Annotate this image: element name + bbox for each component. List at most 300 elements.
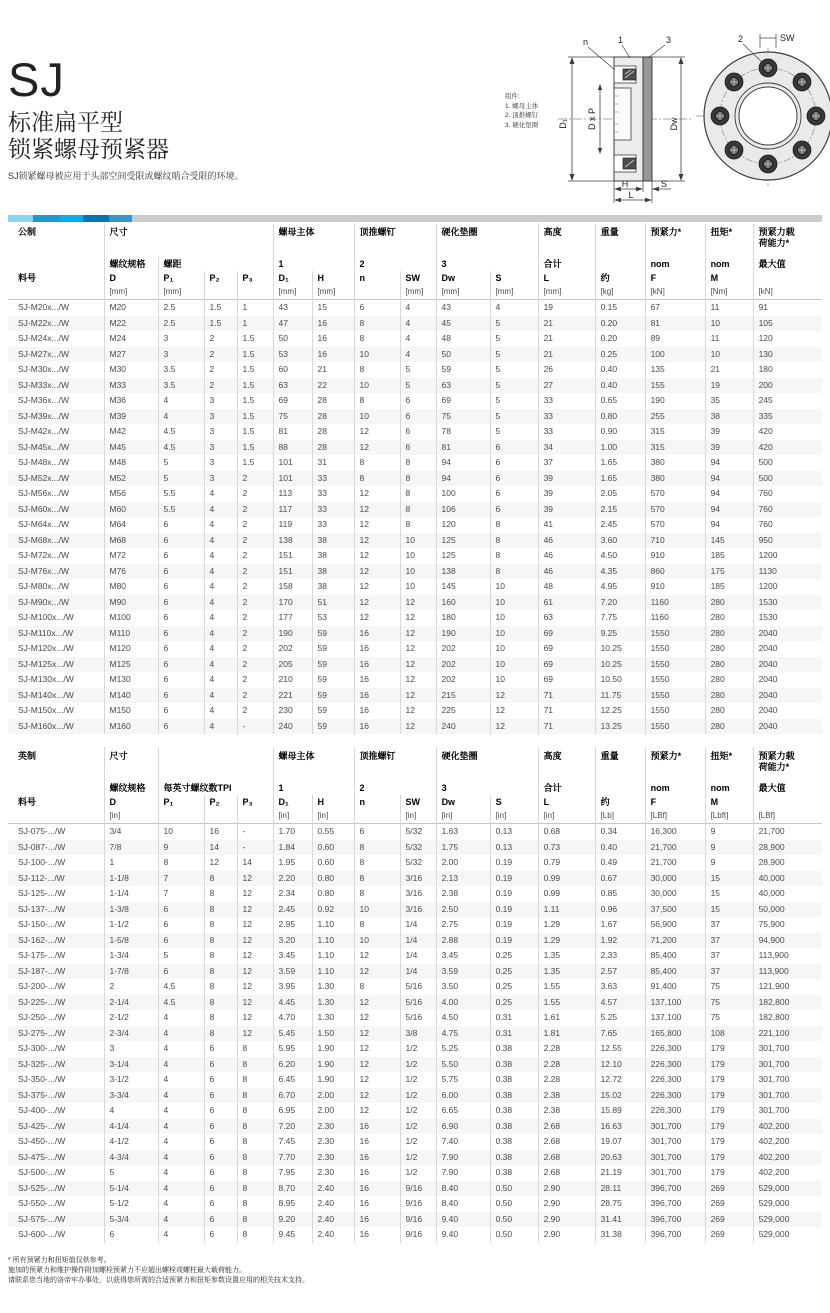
dim-dw-label: Dw: [669, 117, 679, 131]
part-number-cell: SJ-375-.../W: [18, 1089, 66, 1100]
value-cell: 5/16: [400, 1010, 436, 1026]
value-cell: M80: [104, 579, 158, 595]
value-cell: 12: [490, 703, 538, 719]
page-title: SJ: [8, 53, 65, 106]
value-cell: 280: [705, 672, 753, 688]
value-cell: 180: [753, 362, 822, 378]
value-cell: 105: [753, 316, 822, 332]
value-cell: 12: [354, 486, 400, 502]
table-row: [8, 1072, 822, 1088]
dim-d1-label: D₁: [558, 119, 568, 129]
value-cell: 4: [204, 517, 237, 533]
value-cell: 2.30: [312, 1134, 354, 1150]
value-cell: 2: [237, 672, 273, 688]
value-cell: 37,500: [645, 902, 705, 918]
value-cell: 12: [237, 1026, 273, 1042]
th-nut-body: 螺母主体: [273, 747, 354, 781]
part-number-cell: SJ-M130x.../W: [18, 674, 74, 684]
value-cell: 2040: [753, 657, 822, 673]
value-cell: 8: [204, 886, 237, 902]
table-row: [8, 300, 822, 316]
value-cell: 396,700: [645, 1212, 705, 1228]
value-cell: 179: [705, 1134, 753, 1150]
value-cell: 39: [538, 471, 595, 487]
table-row: [8, 917, 822, 933]
value-cell: 5: [400, 362, 436, 378]
accent-segment: [132, 215, 822, 222]
value-cell: 28: [312, 409, 354, 425]
value-cell: 6: [400, 424, 436, 440]
table-row: [8, 548, 822, 564]
value-cell: 7: [158, 871, 204, 887]
value-cell: 1-7/8: [104, 964, 158, 980]
value-cell: 2.5: [158, 316, 204, 332]
value-cell: 4: [158, 1026, 204, 1042]
value-cell: 89: [645, 331, 705, 347]
value-cell: 6: [400, 393, 436, 409]
value-cell: 0.80: [312, 886, 354, 902]
value-cell: 6: [158, 657, 204, 673]
value-cell: 5.5: [158, 486, 204, 502]
value-cell: 8: [400, 502, 436, 518]
value-cell: 269: [705, 1227, 753, 1243]
th-pitch: 螺距: [158, 257, 273, 271]
th-M: M: [705, 271, 753, 286]
unit-label: [mm]: [104, 286, 158, 300]
part-number-cell: SJ-M24x.../W: [18, 333, 70, 343]
value-cell: 8.40: [436, 1181, 490, 1197]
value-cell: 16: [312, 331, 354, 347]
value-cell: 1.5: [237, 362, 273, 378]
table-row: [8, 719, 822, 735]
value-cell: 2: [237, 610, 273, 626]
value-cell: 1/2: [400, 1088, 436, 1104]
value-cell: 33: [312, 517, 354, 533]
value-cell: 2.34: [273, 886, 312, 902]
value-cell: 59: [436, 362, 490, 378]
value-cell: 5.25: [595, 1010, 645, 1026]
value-cell: 160: [436, 595, 490, 611]
value-cell: 0.38: [490, 1072, 538, 1088]
value-cell: 0.25: [490, 995, 538, 1011]
value-cell: 5-3/4: [104, 1212, 158, 1228]
table-row: [8, 1103, 822, 1119]
value-cell: 6: [158, 579, 204, 595]
value-cell: 6: [158, 703, 204, 719]
legend-item: 3. 硬化垫圈: [505, 121, 539, 129]
table-row: [8, 902, 822, 918]
value-cell: 38: [312, 564, 354, 580]
value-cell: 121,900: [753, 979, 822, 995]
value-cell: 910: [645, 579, 705, 595]
table-row: [8, 824, 822, 840]
th-system: 英制: [18, 751, 37, 761]
value-cell: 1.84: [273, 840, 312, 856]
th-tpi: 每英寸螺纹数TPI: [158, 781, 273, 795]
value-cell: 51: [312, 595, 354, 611]
value-cell: 2.30: [312, 1150, 354, 1166]
value-cell: 0.19: [490, 917, 538, 933]
value-cell: 5.25: [436, 1041, 490, 1057]
value-cell: 94: [705, 455, 753, 471]
value-cell: 8: [237, 1181, 273, 1197]
value-cell: 21.19: [595, 1165, 645, 1181]
value-cell: 9/16: [400, 1212, 436, 1228]
value-cell: 190: [273, 626, 312, 642]
value-cell: 4: [204, 657, 237, 673]
th-height: 高度: [538, 223, 595, 257]
value-cell: 226,300: [645, 1103, 705, 1119]
value-cell: M39: [104, 409, 158, 425]
value-cell: 108: [705, 1026, 753, 1042]
value-cell: 8: [237, 1165, 273, 1181]
value-cell: 48: [538, 579, 595, 595]
value-cell: 21,700: [645, 855, 705, 871]
accent-segment: [59, 215, 83, 222]
unit-label: [in]: [538, 810, 595, 824]
value-cell: 12: [490, 719, 538, 735]
value-cell: 10: [705, 347, 753, 363]
value-cell: 1/2: [400, 1119, 436, 1135]
th-H: H: [312, 271, 354, 286]
part-number-cell: SJ-150-.../W: [18, 919, 66, 929]
value-cell: 4.00: [436, 995, 490, 1011]
value-cell: 0.15: [595, 300, 645, 316]
value-cell: 6.20: [273, 1057, 312, 1073]
table-row: [8, 688, 822, 704]
value-cell: 5.5: [158, 502, 204, 518]
value-cell: M76: [104, 564, 158, 580]
value-cell: 8: [400, 455, 436, 471]
value-cell: 16: [354, 703, 400, 719]
accent-bar: [8, 215, 822, 222]
cross-section-diagram: [558, 35, 693, 203]
value-cell: 6: [158, 533, 204, 549]
value-cell: 860: [645, 564, 705, 580]
value-cell: 15: [705, 886, 753, 902]
value-cell: 179: [705, 1088, 753, 1104]
value-cell: 28.11: [595, 1181, 645, 1197]
value-cell: 12: [400, 672, 436, 688]
value-cell: 69: [273, 393, 312, 409]
value-cell: 2.38: [436, 886, 490, 902]
value-cell: M64: [104, 517, 158, 533]
imperial-table-section: [8, 747, 822, 1243]
value-cell: 5/32: [400, 855, 436, 871]
value-cell: 4: [158, 1150, 204, 1166]
value-cell: 280: [705, 703, 753, 719]
value-cell: 4: [158, 1196, 204, 1212]
value-cell: 190: [436, 626, 490, 642]
value-cell: 12: [354, 548, 400, 564]
value-cell: 4: [158, 1041, 204, 1057]
value-cell: 4: [204, 719, 237, 735]
value-cell: 1.30: [312, 979, 354, 995]
table-row: [8, 471, 822, 487]
value-cell: 1.5: [204, 300, 237, 316]
value-cell: 4: [204, 502, 237, 518]
value-cell: 226,300: [645, 1057, 705, 1073]
value-cell: 3: [158, 347, 204, 363]
table-row: [8, 347, 822, 363]
accent-segment: [83, 215, 109, 222]
value-cell: 280: [705, 688, 753, 704]
dim-l-label: L: [628, 190, 634, 200]
table-row: [8, 964, 822, 980]
value-cell: 9: [705, 855, 753, 871]
value-cell: 47: [273, 316, 312, 332]
value-cell: 1/4: [400, 917, 436, 933]
value-cell: 43: [273, 300, 312, 316]
value-cell: 1-1/2: [104, 917, 158, 933]
value-cell: 100: [645, 347, 705, 363]
value-cell: 1530: [753, 610, 822, 626]
th-weight: 重量: [595, 223, 645, 257]
value-cell: 12: [237, 902, 273, 918]
value-cell: 396,700: [645, 1227, 705, 1243]
part-number-cell: SJ-M42x.../W: [18, 426, 70, 436]
footnotes: [8, 1256, 309, 1285]
value-cell: 3.45: [273, 948, 312, 964]
value-cell: 3.63: [595, 979, 645, 995]
value-cell: 12: [204, 855, 237, 871]
table-row: [8, 657, 822, 673]
value-cell: 8: [237, 1041, 273, 1057]
value-cell: 245: [753, 393, 822, 409]
value-cell: 0.67: [595, 871, 645, 887]
value-cell: 145: [436, 579, 490, 595]
table-row: [8, 409, 822, 425]
table-row: [8, 362, 822, 378]
value-cell: 10: [490, 579, 538, 595]
table-row: [8, 502, 822, 518]
value-cell: 0.31: [490, 1026, 538, 1042]
th-F: F: [645, 271, 705, 286]
value-cell: 1.90: [312, 1041, 354, 1057]
value-cell: 710: [645, 533, 705, 549]
value-cell: 39: [538, 502, 595, 518]
label-n: n: [583, 37, 589, 47]
value-cell: 301,700: [645, 1134, 705, 1150]
value-cell: 19: [538, 300, 595, 316]
value-cell: 7.70: [273, 1150, 312, 1166]
value-cell: 2.05: [595, 486, 645, 502]
value-cell: 6: [158, 595, 204, 611]
th-n: n: [354, 795, 400, 810]
value-cell: 301,700: [753, 1088, 822, 1104]
part-number-cell: SJ-M160x.../W: [18, 720, 74, 731]
value-cell: 12: [400, 688, 436, 704]
value-cell: 0.38: [490, 1119, 538, 1135]
value-cell: 1.35: [538, 964, 595, 980]
value-cell: 30,000: [645, 871, 705, 887]
value-cell: M36: [104, 393, 158, 409]
part-number-cell: SJ-M150x.../W: [18, 705, 74, 715]
value-cell: 5: [490, 424, 538, 440]
value-cell: 16: [312, 347, 354, 363]
footnote-line: * 所有预紧力和扭矩值仅供参考。: [8, 1257, 111, 1264]
part-number-cell: SJ-275-.../W: [18, 1027, 66, 1038]
value-cell: 2.38: [538, 1103, 595, 1119]
th-thread-spec: 螺纹规格: [104, 781, 158, 795]
value-cell: 5/32: [400, 824, 436, 840]
value-cell: 4: [158, 1088, 204, 1104]
value-cell: 8: [204, 948, 237, 964]
value-cell: 910: [645, 548, 705, 564]
th-S: S: [490, 271, 538, 286]
value-cell: 12: [490, 688, 538, 704]
part-number-cell: SJ-500-.../W: [18, 1167, 66, 1177]
value-cell: 31.38: [595, 1227, 645, 1243]
value-cell: 179: [705, 1041, 753, 1057]
value-cell: 101: [273, 455, 312, 471]
value-cell: 1550: [645, 657, 705, 673]
value-cell: 5/16: [400, 995, 436, 1011]
dim-dxp-label: D x P: [587, 107, 597, 131]
value-cell: 4.45: [273, 995, 312, 1011]
value-cell: 2.28: [538, 1057, 595, 1073]
value-cell: 8: [400, 471, 436, 487]
value-cell: 170: [273, 595, 312, 611]
table-row: [8, 1150, 822, 1166]
value-cell: 0.38: [490, 1150, 538, 1166]
value-cell: 12: [354, 502, 400, 518]
value-cell: 1.67: [595, 917, 645, 933]
value-cell: 137,100: [645, 1010, 705, 1026]
value-cell: 10: [158, 824, 204, 840]
value-cell: M125: [104, 657, 158, 673]
value-cell: 0.40: [595, 362, 645, 378]
th-approx: 约: [595, 271, 645, 286]
value-cell: 11: [705, 300, 753, 316]
value-cell: 6: [204, 1150, 237, 1166]
value-cell: 240: [273, 719, 312, 735]
th-P1: P₁: [158, 271, 204, 286]
value-cell: 301,700: [645, 1150, 705, 1166]
part-number-cell: SJ-M22x.../W: [18, 317, 70, 328]
unit-label: [mm]: [273, 286, 312, 300]
value-cell: 6: [490, 486, 538, 502]
value-cell: 9.40: [436, 1212, 490, 1228]
part-number-cell: SJ-M30x.../W: [18, 364, 70, 374]
front-view-diagram: [696, 33, 830, 186]
value-cell: 1: [237, 316, 273, 332]
value-cell: 1.5: [237, 409, 273, 425]
value-cell: 33: [312, 486, 354, 502]
value-cell: 240: [436, 719, 490, 735]
value-cell: 3: [104, 1041, 158, 1057]
value-cell: 226,300: [645, 1072, 705, 1088]
value-cell: 3.50: [436, 979, 490, 995]
value-cell: 39: [705, 440, 753, 456]
value-cell: 5.75: [436, 1072, 490, 1088]
value-cell: 33: [538, 393, 595, 409]
th-nom: nom: [645, 257, 705, 271]
value-cell: 40,000: [753, 886, 822, 902]
value-cell: 3/8: [400, 1026, 436, 1042]
value-cell: 101: [273, 471, 312, 487]
value-cell: 10.25: [595, 641, 645, 657]
value-cell: 6.90: [436, 1119, 490, 1135]
part-number-cell: SJ-075-.../W: [18, 826, 66, 836]
value-cell: 760: [753, 502, 822, 518]
value-cell: 8: [204, 902, 237, 918]
value-cell: 3.5: [158, 362, 204, 378]
value-cell: 155: [645, 378, 705, 394]
th-P2: P₂: [204, 795, 237, 810]
unit-label: [kN]: [645, 286, 705, 300]
value-cell: 28.75: [595, 1196, 645, 1212]
part-number-cell: SJ-350-.../W: [18, 1074, 66, 1084]
part-number-cell: SJ-M140x.../W: [18, 689, 74, 700]
value-cell: 221,100: [753, 1026, 822, 1042]
value-cell: 420: [753, 424, 822, 440]
value-cell: M60: [104, 502, 158, 518]
value-cell: 40,000: [753, 871, 822, 887]
value-cell: 10: [354, 347, 400, 363]
value-cell: 380: [645, 471, 705, 487]
value-cell: 4-1/2: [104, 1134, 158, 1150]
value-cell: 1.5: [204, 316, 237, 332]
value-cell: 6: [158, 964, 204, 980]
value-cell: 8: [354, 871, 400, 887]
value-cell: 7.20: [273, 1119, 312, 1135]
value-cell: 301,700: [753, 1103, 822, 1119]
value-cell: 4: [158, 409, 204, 425]
th-max: 最大值: [753, 781, 822, 795]
value-cell: 4: [158, 1103, 204, 1119]
value-cell: 1.92: [595, 933, 645, 949]
th-group-2: 2: [354, 781, 436, 795]
value-cell: 28: [312, 393, 354, 409]
value-cell: 0.96: [595, 902, 645, 918]
value-cell: M24: [104, 331, 158, 347]
value-cell: 8: [237, 1119, 273, 1135]
value-cell: 5-1/4: [104, 1181, 158, 1197]
value-cell: 69: [538, 672, 595, 688]
value-cell: 335: [753, 409, 822, 425]
value-cell: 135: [645, 362, 705, 378]
value-cell: 4.5: [158, 440, 204, 456]
value-cell: 2.50: [436, 902, 490, 918]
value-cell: 4: [400, 331, 436, 347]
value-cell: 12.10: [595, 1057, 645, 1073]
value-cell: 8.95: [273, 1196, 312, 1212]
value-cell: 6: [490, 502, 538, 518]
value-cell: 1.29: [538, 917, 595, 933]
part-number-cell: SJ-M125x.../W: [18, 658, 74, 669]
th-torque: 扭矩*: [705, 223, 753, 257]
value-cell: 6: [158, 902, 204, 918]
value-cell: 16: [354, 626, 400, 642]
value-cell: 2.40: [312, 1227, 354, 1243]
value-cell: M140: [104, 688, 158, 704]
value-cell: 35: [705, 393, 753, 409]
value-cell: 19: [705, 378, 753, 394]
value-cell: 269: [705, 1196, 753, 1212]
value-cell: 12: [237, 979, 273, 995]
value-cell: 75: [273, 409, 312, 425]
value-cell: 12: [354, 1072, 400, 1088]
value-cell: 2.75: [436, 917, 490, 933]
value-cell: 8: [204, 917, 237, 933]
value-cell: 8: [354, 316, 400, 332]
value-cell: 1550: [645, 672, 705, 688]
value-cell: 120: [436, 517, 490, 533]
value-cell: 6: [400, 440, 436, 456]
part-number-cell: SJ-425-.../W: [18, 1120, 66, 1131]
part-number-cell: SJ-200-.../W: [18, 981, 66, 991]
